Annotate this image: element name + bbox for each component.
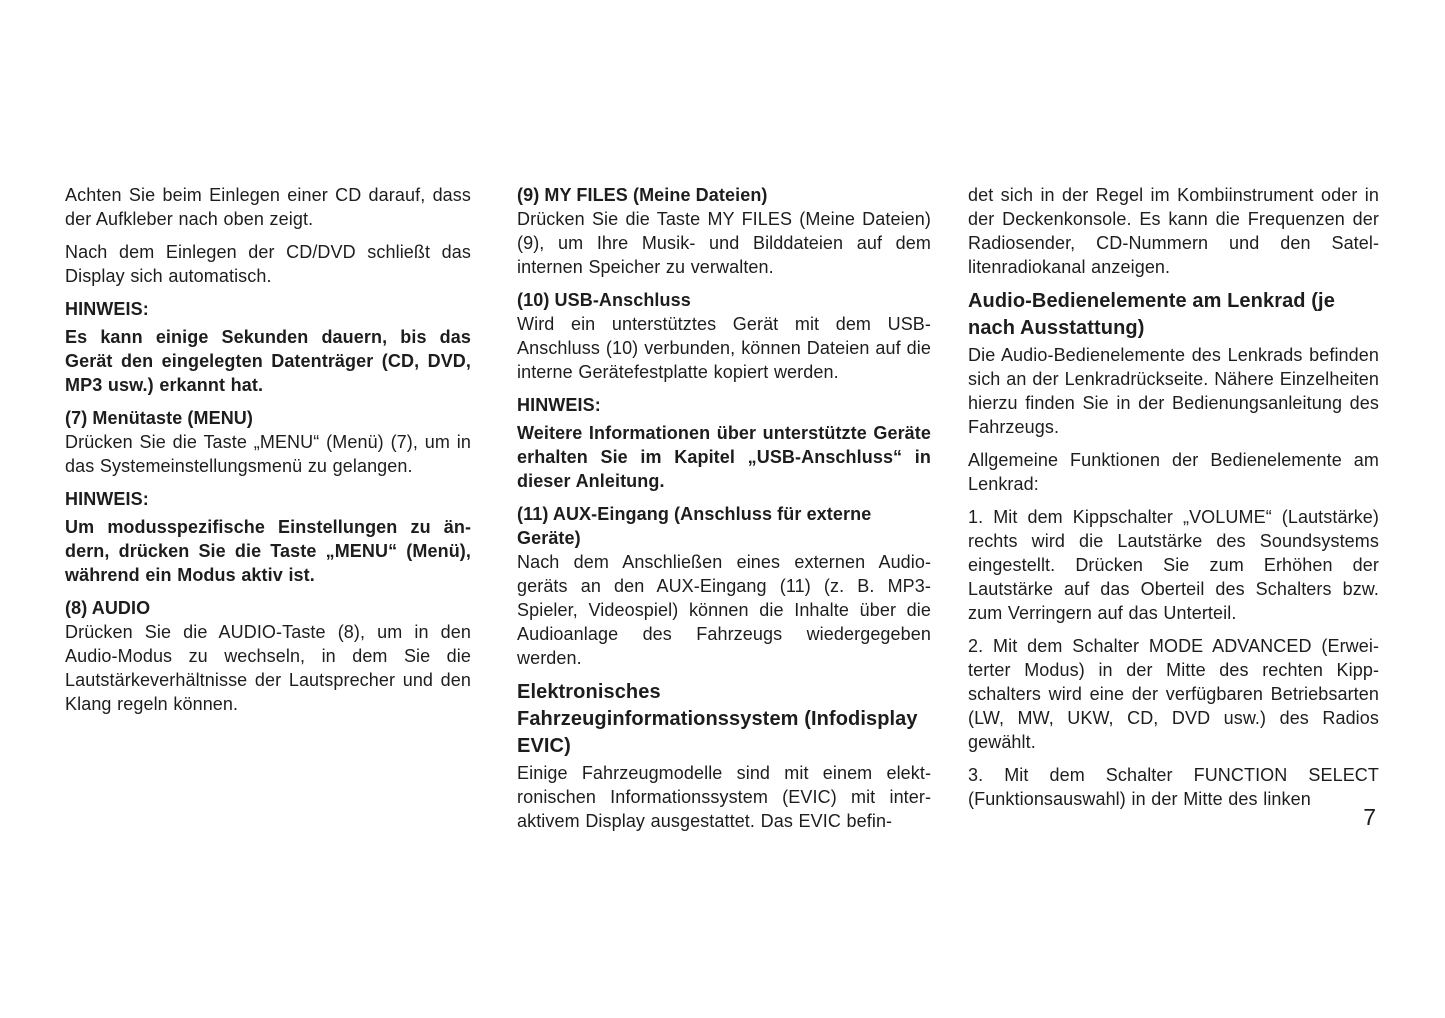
paragraph: Die Audio-Bedienelemente des Lenkrads befinden sich an der Lenkradrückseite. Nähere Einzelheiten hierzu finden Sie in der Bedienungsanleitung des Fahrzeugs. xyxy=(968,345,1379,437)
paragraph: det sich in der Regel im Kombiinstrument oder in der Deckenkonsole. Es kann die Frequenzen der Radiosender, CD-Nummern und den Satellitenradiokanal anzeigen. xyxy=(968,185,1379,277)
text-column-2 xyxy=(517,183,931,842)
note-heading: HINWEIS: xyxy=(65,489,149,509)
note-paragraph: Es kann einige Sekunden dauern, bis das Gerät den eingelegten Datenträger (CD, DVD, MP3 usw.) erkannt hat. xyxy=(65,327,471,395)
paragraph: Nach dem Einlegen der CD/DVD schließt das Display sich automatisch. xyxy=(65,242,471,286)
paragraph: 1. Mit dem Kippschalter „VOLUME“ (Lautstärke) rechts wird die Lautstärke des Soundsystems eingestellt. Drücken Sie zum Erhöhen der Lautstärke auf das Oberteil des Schalters bzw. zum Verringern auf das Unterteil. xyxy=(968,507,1379,623)
section-heading: Elektronisches Fahrzeuginformationssystem (Infodisplay EVIC) xyxy=(517,681,918,757)
run-in-heading: (9) MY FILES (Meine Dateien) xyxy=(517,185,768,205)
paragraph: Wird ein unterstütztes Gerät mit dem USB-Anschluss (10) verbunden, können Dateien auf die interne Gerätefestplatte kopiert werden. xyxy=(517,314,931,382)
paragraph: Allgemeine Funktionen der Bedienelemente am Lenkrad: xyxy=(968,450,1379,494)
note-heading: HINWEIS: xyxy=(517,395,601,415)
paragraph: Drücken Sie die Taste „MENU“ (Menü) (7), um in das Systemeinstellungsmenü zu gelangen. xyxy=(65,432,471,476)
note-heading: HINWEIS: xyxy=(65,299,149,319)
paragraph: 2. Mit dem Schalter MODE ADVANCED (Erweiterter Modus) in der Mitte des rechten Kippschalters wird eine der verfügbaren Betriebsarten (LW, MW, UKW, CD, DVD usw.) des Radios gewählt. xyxy=(968,636,1379,752)
paragraph: Einige Fahrzeugmodelle sind mit einem elektronischen Informationssystem (EVIC) mit interaktivem Display ausgestattet. Das EVIC befin- xyxy=(517,763,931,831)
note-paragraph: Um modusspezifische Einstellungen zu ändern, drücken Sie die Taste „MENU“ (Menü), während ein Modus aktiv ist. xyxy=(65,517,471,585)
page-number: 7 xyxy=(1363,804,1376,830)
paragraph: Achten Sie beim Einlegen einer CD darauf, dass der Aufkleber nach oben zeigt. xyxy=(65,185,471,229)
paragraph: Drücken Sie die AUDIO-Taste (8), um in den Audio-Modus zu wechseln, in dem Sie die Lautstärkeverhältnisse der Lautsprecher und den Klang regeln können. xyxy=(65,622,471,714)
paragraph: Nach dem Anschließen eines externen Audiogeräts an den AUX-Eingang (11) (z. B. MP3-Spieler, Videospiel) können die Inhalte über die Audioanlage des Fahrzeugs wiedergegeben werden. xyxy=(517,552,931,668)
paragraph: Drücken Sie die Taste MY FILES (Meine Dateien) (9), um Ihre Musik- und Bilddateien auf dem internen Speicher zu verwalten. xyxy=(517,209,931,277)
note-paragraph: Weitere Informationen über unterstützte Geräte erhalten Sie im Kapitel „USB-Anschluss“ in dieser Anleitung. xyxy=(517,423,931,491)
text-column-3 xyxy=(968,183,1379,820)
text-column-1 xyxy=(65,183,471,725)
section-heading: Audio-Bedienelemente am Lenkrad (je nach Ausstattung) xyxy=(968,290,1335,339)
paragraph: 3. Mit dem Schalter FUNCTION SELECT (Funktionsauswahl) in der Mitte des linken xyxy=(968,765,1379,809)
run-in-heading: (7) Menütaste (MENU) xyxy=(65,408,254,428)
run-in-heading: (10) USB-Anschluss xyxy=(517,290,691,310)
run-in-heading: (8) AUDIO xyxy=(65,598,151,618)
run-in-heading: (11) AUX-Eingang (Anschluss für externe Geräte) xyxy=(517,504,872,548)
